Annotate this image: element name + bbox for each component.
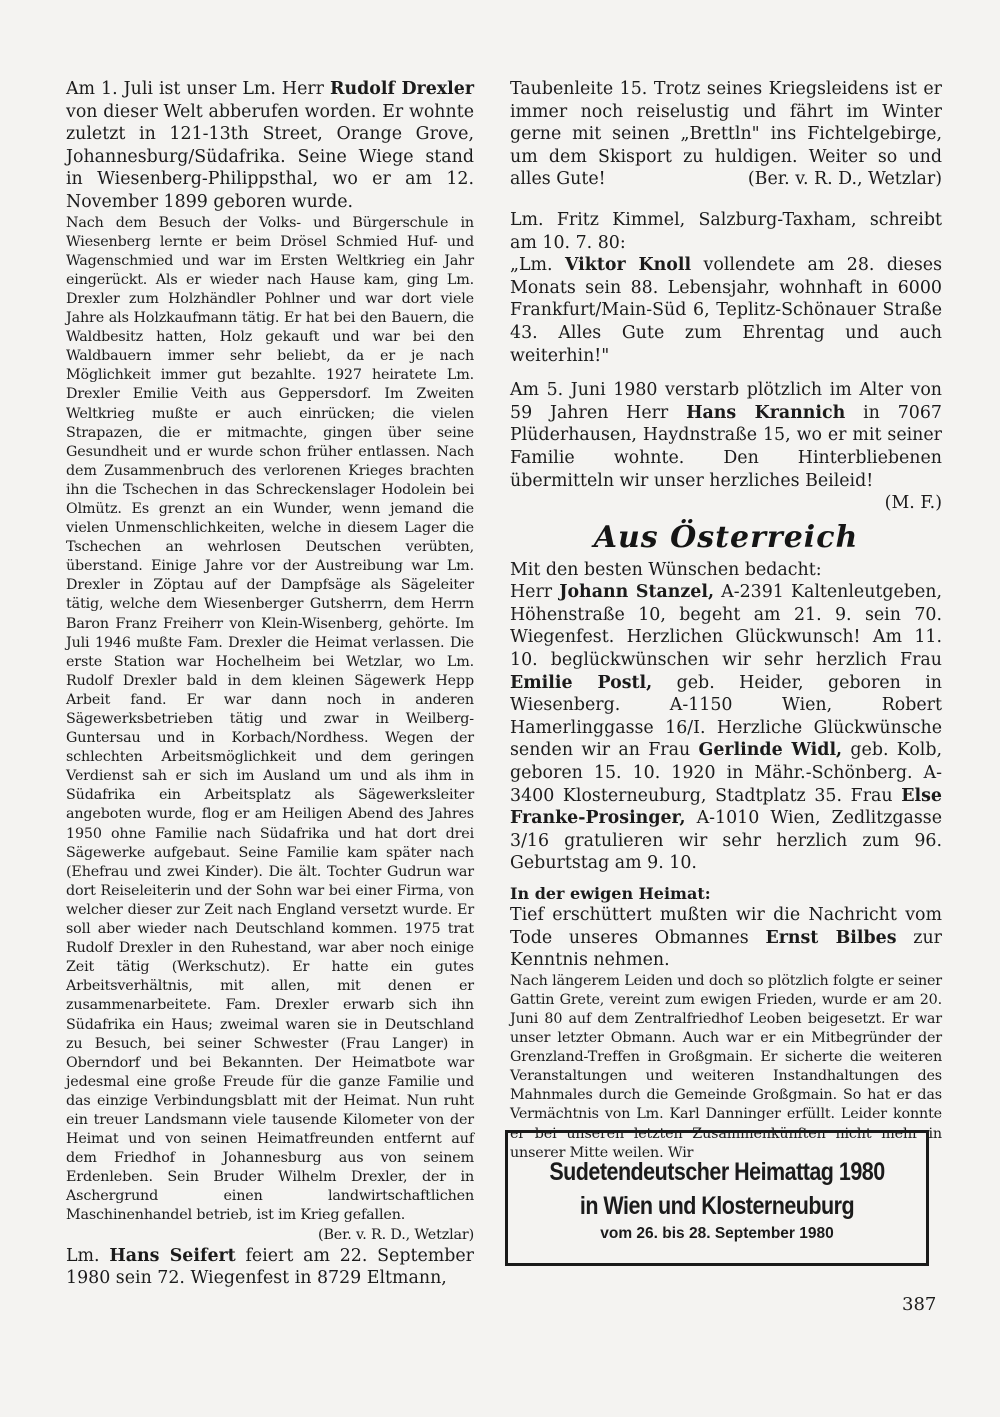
text-run: in 7067 Plüderhausen, Haydnstraße 15, wo er mit seiner Familie wohnte. Den Hinterbliebenen übermitteln wir unser herzliches Beileid! xyxy=(510,402,942,491)
eternal-home-heading: In der ewigen Heimat: xyxy=(510,884,711,903)
text-run: Tief erschüttert mußten wir die Nachricht vom Tode unseres Obmannes xyxy=(510,905,942,948)
section-heading-aus-oesterreich: Aus Österreich xyxy=(593,519,859,555)
person-name: Ernst Bilbes xyxy=(765,927,897,948)
page-number: 387 xyxy=(902,1294,937,1315)
text-run: A-2391 Kaltenleutgeben, Höhenstraße 10, begeht am 21. 9. sein 70. Wiegenfest. Herzlichen Glückwunsch! Am 11. 10. beglückwünschen wir sehr herzlich Frau xyxy=(510,582,942,671)
announcement-dates: vom 26. bis 28. September 1980 xyxy=(600,1225,834,1242)
person-name: Else Franke-Prosinger, xyxy=(510,785,942,829)
text-run: geb. Kolb, geboren 15. 10. 1920 in Mähr.-Schönberg. A-3400 Klosterneuburg, Stadtplatz 35. Frau xyxy=(510,740,943,806)
drexler-body-text: Nach dem Besuch der Volks- und Bürgerschule in Wiesenberg lernte er beim Drösel Schmied Huf- und Wagenschmied und war im Ersten Weltkrieg ein Jahr eingerückt. Als er wieder nach Hause kam, ging Lm. Drexler zum Holzhändler Pohlner und war dort viele Jahre als Holzkaufmann tätig. Er hat bei den Bauern, die Waldbesitz hatten, Holz gekauft und war bei den Waldbauern immer sehr beliebt, da er je nach Möglichkeit immer gut bezahlte. 1927 heiratete Lm. Drexler Emilie Veith aus Geppersdorf. Im Zweiten Weltkrieg mußte er auch einrücken; die vielen Strapazen, die er mitmachte, gingen über seine Gesundheit und er wurde schon früher entlassen. Nach dem Zusammenbruch des verlorenen Krieges brachten ihn die Tschechen in das Schreckenslager Hodolein bei Olmütz. Es grenzt an ein Wunder, wenn jemand die vielen Unmenschlichkeiten, welche in diesem Lager die Tschechen an wehrlosen Deutschen verübten, überstand. Einige Jahre vor der Austreibung war Lm. Drexler in Zöptau auf der Dampfsäge als Sägeleiter tätig, welche dem Wiesenberger Gutsherrn, dem Herrn Baron Franz Freiherr von Klein-Wisenberg, gehörte. Im Juli 1946 mußte Fam. Drexler die Heimat verlassen. Die erste Station war Hochelheim bei Wetzlar, wo Lm. Rudolf Drexler bald in dem kleinen Sägewerk Hepp Arbeit fand. Er war dann noch in anderen Sägewerksbetrieben tätig und zwar in Weilberg-Guntersau und in Korbach/Nordhess. Wegen der schlechten Arbeitsmöglichkeit und dem geringen Verdienst sah er sich im Ausland um und als ihm in Südafrika ein Arbeitsplatz als Sägewerksleiter angeboten wurde, flog er am Heiligen Abend des Jahres 1950 ohne Familie nach Südafrika und hat dort drei Sägewerke aufgebaut. Seine Familie kam später nach (Ehefrau und zwei Kinder). Die ält. Tochter Gudrun war dort Reiseleiterin und der Sohn war bei einer Firma, von welcher dieser zur Zeit nach England versetzt wurde. Er soll aber wieder nach Deutschland kommen. 1975 trat Rudolf Drexler in den Ruhestand, war aber noch einige Zeit tätig (Werkschutz). Er hatte ein gutes Arbeitsverhältnis, mit allen, mit denen er zusammenarbeitete. Fam. Drexler erwarb sich ihn Südafrika ein Haus; zweimal waren sie in Deutschland zu Besuch, bei seiner Schwester (Frau Langer) in Oberndorf und bei Bekannten. Der Heimatbote war jedesmal eine große Freude für die ganze Familie und das einzige Verbindungsblatt mit der Heimat. Nun ruht ein treuer Landsmann viele tausende Kilometer von der Heimat und von seinen Heimatfreunden entfernt auf dem Friedhof in Johannesburg aus von seinem Erdenleben. Sein Bruder Wilhelm Drexler, der in Aschergrund einen landwirtschaftlichen Maschinenhandel betrieb, ist im Krieg gefallen. xyxy=(66,214,474,1224)
seifert-birthday xyxy=(66,1245,474,1290)
text-run: Am 1. Juli ist unser Lm. Herr xyxy=(66,79,330,99)
text-run: feiert am 22. September 1980 sein 72. Wiegenfest in 8729 Eltmann, xyxy=(66,1245,474,1289)
person-name: Gerlinde Widl, xyxy=(698,740,843,761)
person-name: Viktor Knoll xyxy=(564,255,692,276)
person-name: Hans Krannich xyxy=(686,402,846,423)
drexler-obituary-body xyxy=(66,214,474,1243)
text-run: Herr xyxy=(510,582,560,603)
text-run: Lm. xyxy=(66,1245,110,1266)
person-name: Hans Seifert xyxy=(109,1245,236,1266)
text-run: „Lm. xyxy=(510,255,565,276)
kimmel-letter-intro: Lm. Fritz Kimmel, Salzburg-Taxham, schreibt am 10. 7. 80: xyxy=(510,209,942,253)
heimattag-announcement-box xyxy=(505,1130,929,1266)
right-column xyxy=(510,78,942,1163)
drexler-signature: (Ber. v. R. D., Wetzlar) xyxy=(318,1226,474,1243)
person-name: Rudolf Drexler xyxy=(330,79,474,99)
drexler-obituary-intro xyxy=(66,78,474,214)
left-column xyxy=(66,78,474,1290)
person-name: Johann Stanzel, xyxy=(559,582,715,603)
bilbes-obituary-intro xyxy=(510,904,942,972)
text-run: von dieser Welt abberufen worden. Er wohnte zuletzt in 121-13th Street, Orange Grove, Johannesburg/Südafrika. Seine Wiege stand in Wiesenberg-Philippsthal, wo er am 12. November 1899 geboren wurde. xyxy=(66,101,474,212)
text-run: A-1010 Wien, Zedlitzgasse 3/16 gratulieren wir sehr herzlich zum 96. Geburtstag am 9. 10. xyxy=(510,808,942,874)
wishes-intro: Mit den besten Wünschen bedacht: xyxy=(510,559,822,580)
austria-birthday-wishes xyxy=(510,581,942,875)
krannich-signature: (M. F.) xyxy=(884,493,942,514)
announcement-location: in Wien und Klosterneuburg xyxy=(579,1192,855,1220)
seifert-continuation xyxy=(510,78,942,191)
announcement-title: Sudetendeutscher Heimattag 1980 xyxy=(549,1158,885,1186)
text-run: vollendete am 28. dieses Monats sein 88. Lebensjahr, wohnhaft in 6000 Frankfurt/Main-Süd 6, Teplitz-Schönauer Straße 43. Alles Gute zum Ehrentag und auch weiterhin!" xyxy=(510,255,942,366)
knoll-birthday xyxy=(510,254,942,367)
text-run: geb. Heider, geboren in Wiesenberg. A-1150 Wien, Robert Hamerlinggasse 16/I. Herzliche Glückwünsche senden wir an Frau xyxy=(510,672,942,761)
text-run: Am 5. Juni 1980 verstarb plötzlich im Alter von 59 Jahren Herr xyxy=(510,380,942,423)
text-run: zur Kenntnis nehmen. xyxy=(510,927,942,971)
bilbes-obituary-body: Nach längerem Leiden und doch so plötzlich folgte er seiner Gattin Grete, vereint zum ewigen Frieden, wurde er am 20. Juni 80 auf dem Zentralfriedhof Leoben beigesetzt. Er war unser letzter Obmann. Auch war er ein Mitbegründer der Grenzland-Treffen in Großgmain. Er sicherte die weiteren Veranstaltungen und weiteren Instandhaltungen des Mahnmales durch die Gemeinde Großgmain. So hat er das Vermächtnis von Lm. Karl Danninger erfüllt. Leider konnte er bei unseren letzten Zusammenkünften nicht mehr in unserer Mitte weilen. Wir xyxy=(510,972,942,1161)
person-name: Emilie Postl, xyxy=(510,672,653,693)
krannich-obituary xyxy=(510,379,942,492)
seifert-signature: (Ber. v. R. D., Wetzlar) xyxy=(747,169,942,190)
seifert-cont-text: Taubenleite 15. Trotz seines Kriegsleidens ist er immer noch reiselustig und fährt im Winter gerne mit seinen „Brettln" ins Fichtelgebirge, um dem Skisport zu huldigen. Weiter so und alles Gute! xyxy=(510,79,942,190)
